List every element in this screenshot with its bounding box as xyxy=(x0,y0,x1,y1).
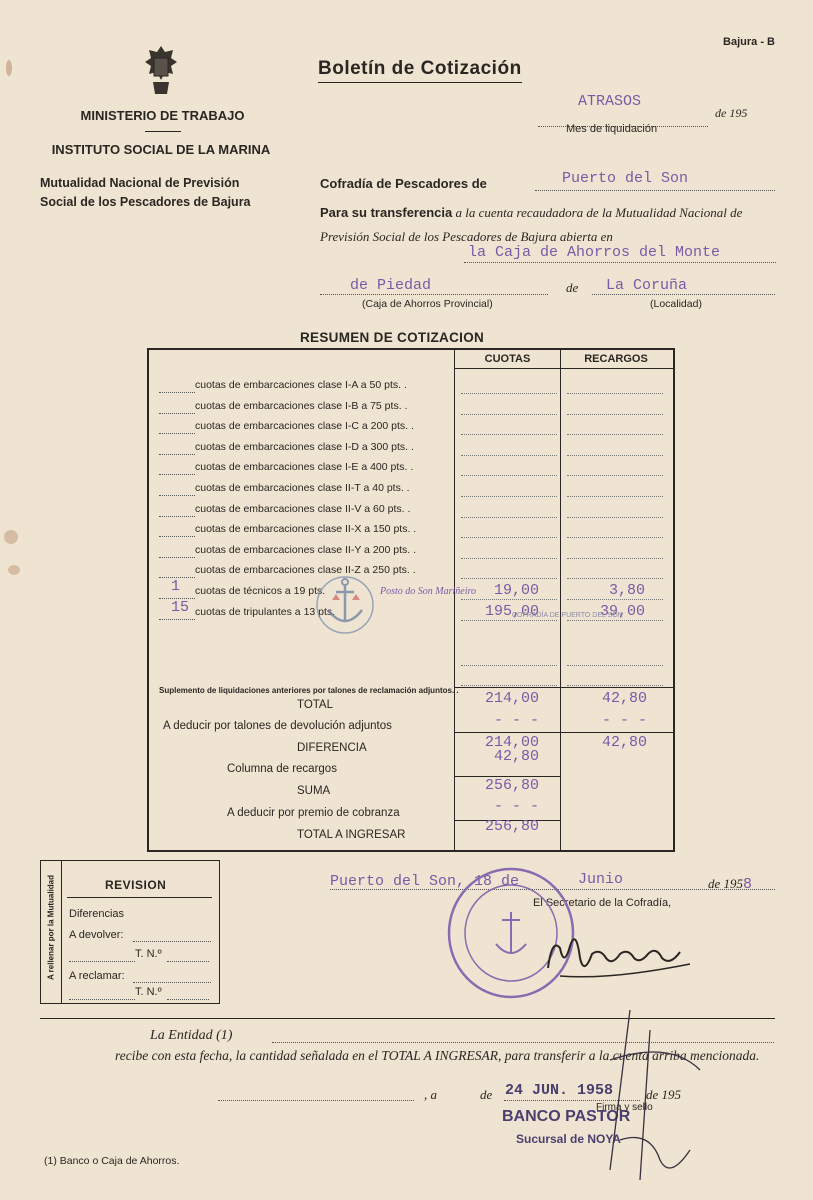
recargos-cell[interactable] xyxy=(567,559,663,579)
reclamar-line[interactable] xyxy=(133,970,211,983)
place-text: Puerto del Son, xyxy=(330,873,466,890)
cuotas-cell[interactable] xyxy=(461,436,557,456)
cuotas-cell[interactable] xyxy=(461,646,557,666)
recargos-cell[interactable] xyxy=(567,415,663,435)
diferencias-label: Diferencias xyxy=(69,908,125,920)
quantity-cell[interactable] xyxy=(159,559,195,578)
cuotas-cell[interactable] xyxy=(461,415,557,435)
row-label: cuotas de técnicos a 19 pts. xyxy=(195,585,326,597)
quantity-cell[interactable] xyxy=(159,477,195,496)
tn-label: T. N.º xyxy=(135,948,162,960)
entidad-label: La Entidad (1) xyxy=(150,1028,233,1043)
suma-value[interactable]: 256,80 xyxy=(484,777,539,794)
diferencia-row xyxy=(149,734,673,758)
cuotas-cell[interactable] xyxy=(461,477,557,497)
secretary-caption: El Secretario de la Cofradía, xyxy=(533,897,672,909)
bank-caption: (Caja de Ahorros Provincial) xyxy=(362,298,493,310)
seal-caption: COFRADÍA DE PUERTO DEL SON xyxy=(512,612,623,619)
premio-row xyxy=(149,798,673,824)
bank-stamp: BANCO PASTOR xyxy=(502,1108,631,1125)
table-row xyxy=(149,395,673,415)
row-label: cuotas de embarcaciones clase II-X a 150 pts. . xyxy=(195,523,417,536)
revision-title: REVISION xyxy=(105,878,167,892)
recargos-cell[interactable] xyxy=(567,646,663,666)
table-row xyxy=(149,518,673,538)
recargos-cell[interactable] xyxy=(567,395,663,415)
institute-name: INSTITUTO SOCIAL DE LA MARINA xyxy=(51,142,271,157)
recargos-cell[interactable] xyxy=(567,477,663,497)
row-label: cuotas de embarcaciones clase II-T a 40 pts. . xyxy=(195,482,410,494)
tn-line[interactable] xyxy=(69,987,135,1000)
ingresar-label: TOTAL A INGRESAR xyxy=(297,829,406,841)
recargos-cell[interactable] xyxy=(567,374,663,394)
recargos-value: 3,80 xyxy=(608,582,645,599)
cofradia-value[interactable]: Puerto del Son xyxy=(562,170,689,187)
anchor-seal-icon xyxy=(312,572,378,638)
cuotas-cell[interactable] xyxy=(461,395,557,415)
quantity-cell[interactable] xyxy=(159,415,195,434)
locality-value[interactable]: La Coruña xyxy=(606,277,688,294)
cuotas-cell[interactable] xyxy=(461,539,557,559)
transfer-paragraph xyxy=(320,201,775,249)
bank-value-1[interactable]: la Caja de Ahorros del Monte xyxy=(468,244,721,261)
month-value[interactable]: ATRASOS xyxy=(578,93,642,110)
mutual-line-2: Social de los Pescadores de Bajura xyxy=(40,195,251,209)
recargos-col-value[interactable]: 42,80 xyxy=(493,748,539,765)
premio-value[interactable]: - - - xyxy=(493,798,539,815)
recargos-cell[interactable] xyxy=(567,456,663,476)
day-text: 18 de xyxy=(474,873,520,890)
total-recargos[interactable]: 42,80 xyxy=(601,690,647,707)
cofradia-line xyxy=(535,190,775,191)
locality-line xyxy=(592,294,775,295)
revision-rule xyxy=(67,897,212,898)
row-label: cuotas de embarcaciones clase I-B a 75 pts. . xyxy=(195,399,408,412)
mutual-name xyxy=(40,174,251,212)
stain xyxy=(4,530,18,544)
cuotas-cell[interactable] xyxy=(461,456,557,476)
tn-label: T. N.º xyxy=(135,986,162,998)
cofradia-label: Cofradía de Pescadores de xyxy=(320,176,487,191)
reclamar-label: A reclamar: xyxy=(69,970,125,982)
diferencia-cuotas[interactable]: 214,00 xyxy=(484,734,539,751)
form-code: Bajura - B xyxy=(723,36,775,48)
diferencia-recargos[interactable]: 42,80 xyxy=(601,734,647,751)
total-cuotas[interactable]: 214,00 xyxy=(484,690,539,707)
revision-side xyxy=(41,861,62,1003)
transfer-lead: Para su transferencia xyxy=(320,205,453,220)
total-label: TOTAL xyxy=(297,699,333,711)
stain xyxy=(6,60,12,76)
divider xyxy=(145,131,181,132)
devolver-line[interactable] xyxy=(133,929,211,942)
table-row xyxy=(149,646,673,666)
table-rule xyxy=(454,732,673,733)
bank-line-2 xyxy=(320,294,548,295)
table-row xyxy=(149,559,673,579)
row-label: cuotas de embarcaciones clase II-V a 60 pts. . xyxy=(195,502,411,515)
recargos-cell[interactable] xyxy=(567,518,663,538)
quantity-cell[interactable] xyxy=(159,598,195,620)
signature-icon xyxy=(540,918,700,988)
recargos-value: 39,00 xyxy=(599,602,645,620)
tn-line[interactable] xyxy=(167,949,209,962)
year-signed xyxy=(708,876,752,893)
bank-value-2[interactable]: de Piedad xyxy=(350,277,432,294)
header-recargos: RECARGOS xyxy=(584,353,648,365)
footnote: (1) Banco o Caja de Ahorros. xyxy=(44,1155,180,1167)
quantity-cell[interactable] xyxy=(159,374,195,393)
year-prefix: de 195 xyxy=(708,876,744,891)
bank-line-1 xyxy=(464,262,776,263)
recargos-col-label: Columna de recargos xyxy=(227,763,337,775)
table-row xyxy=(149,374,673,394)
receipt-text: recibe con esta fecha, la cantidad señalada en el TOTAL A INGRESAR, para transferir a la cuenta arriba mencionada. xyxy=(115,1048,760,1063)
table-row xyxy=(149,539,673,559)
deducir-cuotas[interactable]: - - - xyxy=(493,712,539,729)
recargos-cell[interactable] xyxy=(567,498,663,518)
script-seal: Posto do Son Mariñeiro xyxy=(380,586,477,597)
cuotas-cell[interactable] xyxy=(461,374,557,394)
stamp-text xyxy=(486,1004,487,1005)
table-row xyxy=(149,436,673,456)
deducir-recargos[interactable]: - - - xyxy=(601,712,647,729)
year-label: de 195 xyxy=(715,106,748,120)
year-digit[interactable]: 8 xyxy=(743,876,753,893)
table-rule xyxy=(454,687,673,688)
month-caption: Mes de liquidación xyxy=(566,123,658,135)
ingresar-row xyxy=(149,818,673,846)
quantity-cell[interactable] xyxy=(159,580,195,599)
de-label: de xyxy=(566,280,579,295)
tn-line[interactable] xyxy=(167,987,209,1000)
header-cuotas: CUOTAS xyxy=(484,353,531,365)
cuotas-cell[interactable] xyxy=(461,498,557,518)
table-row xyxy=(149,415,673,435)
cuotas-cell[interactable] xyxy=(461,559,557,579)
row-label: cuotas de embarcaciones clase I-A a 50 pts. . xyxy=(195,379,407,391)
table-row xyxy=(149,477,673,497)
suplemento-label: Suplemento de liquidaciones anteriores por talones de reclamación adjuntos. . xyxy=(159,686,459,695)
devolver-label: A devolver: xyxy=(69,929,124,941)
locality-caption: (Localidad) xyxy=(650,298,702,310)
summary-table xyxy=(147,348,675,852)
ingresar-value[interactable]: 256,80 xyxy=(484,818,539,835)
date-stamp[interactable]: 24 JUN. 1958 xyxy=(505,1082,614,1099)
table-row xyxy=(149,498,673,518)
table-row xyxy=(149,456,673,476)
row-label: cuotas de embarcaciones clase II-Y a 200 pts. . xyxy=(195,543,417,556)
quantity-cell[interactable] xyxy=(159,456,195,475)
row-label: cuotas de embarcaciones clase II-Z a 250 pts. . xyxy=(195,564,416,577)
revision-box xyxy=(40,860,220,1004)
suma-row xyxy=(149,777,673,802)
revision-side-label: A rellenar por la Mutualidad xyxy=(46,874,56,981)
quantity-cell[interactable] xyxy=(159,436,195,455)
quantity-cell[interactable] xyxy=(159,518,195,537)
row-label: cuotas de embarcaciones clase I-C a 200 pts. . xyxy=(195,420,414,433)
document-title: Boletín de Cotización xyxy=(318,58,522,83)
tn-line[interactable] xyxy=(69,949,135,962)
de-label-2: de xyxy=(480,1087,493,1102)
row-label: cuotas de embarcaciones clase I-E a 400 pts. . xyxy=(195,461,414,474)
transfer-text: a la cuenta recaudadora de la Mutualidad Nacional de Previsión Social de los Pescadores de Bajura abierta en xyxy=(320,205,743,244)
branch-stamp: Sucursal de NOYA xyxy=(516,1132,621,1146)
summary-title: RESUMEN DE COTIZACION xyxy=(300,330,485,345)
firma-label: Firma y sello xyxy=(596,1102,653,1113)
de-195-label: de 195 xyxy=(646,1087,682,1102)
cuotas-value: 195,00 xyxy=(484,602,539,620)
recargos-cell[interactable] xyxy=(567,539,663,559)
row-label: cuotas de embarcaciones clase I-D a 300 pts. . xyxy=(195,440,414,453)
deducir-label: A deducir por talones de devolución adjuntos xyxy=(163,720,392,732)
coat-of-arms-icon xyxy=(143,44,179,96)
month-signed[interactable]: Junio xyxy=(578,871,624,888)
row-label: cuotas de tripulantes a 13 pts. xyxy=(195,605,336,618)
quantity-value: 15 xyxy=(171,598,190,616)
recargos-cell[interactable] xyxy=(567,580,663,600)
quantity-value: 1 xyxy=(171,578,181,595)
diferencia-label: DIFERENCIA xyxy=(297,742,367,754)
deducir-row xyxy=(149,712,673,736)
header-rule xyxy=(454,368,673,369)
quantity-cell[interactable] xyxy=(159,498,195,517)
quantity-cell[interactable] xyxy=(159,395,195,414)
cuotas-value: 19,00 xyxy=(493,582,539,599)
bank-signature-icon xyxy=(590,1000,710,1190)
stain xyxy=(8,565,20,575)
a-label: , a xyxy=(424,1087,437,1102)
ministry-name: MINISTERIO DE TRABAJO xyxy=(80,108,245,123)
suma-label: SUMA xyxy=(297,785,331,797)
cuotas-cell[interactable] xyxy=(461,518,557,538)
recargos-cell[interactable] xyxy=(567,436,663,456)
premio-label: A deducir por premio de cobranza xyxy=(227,807,400,819)
mutual-line-1: Mutualidad Nacional de Previsión xyxy=(40,176,240,190)
place-line-2[interactable] xyxy=(218,1100,414,1101)
quantity-cell[interactable] xyxy=(159,539,195,558)
